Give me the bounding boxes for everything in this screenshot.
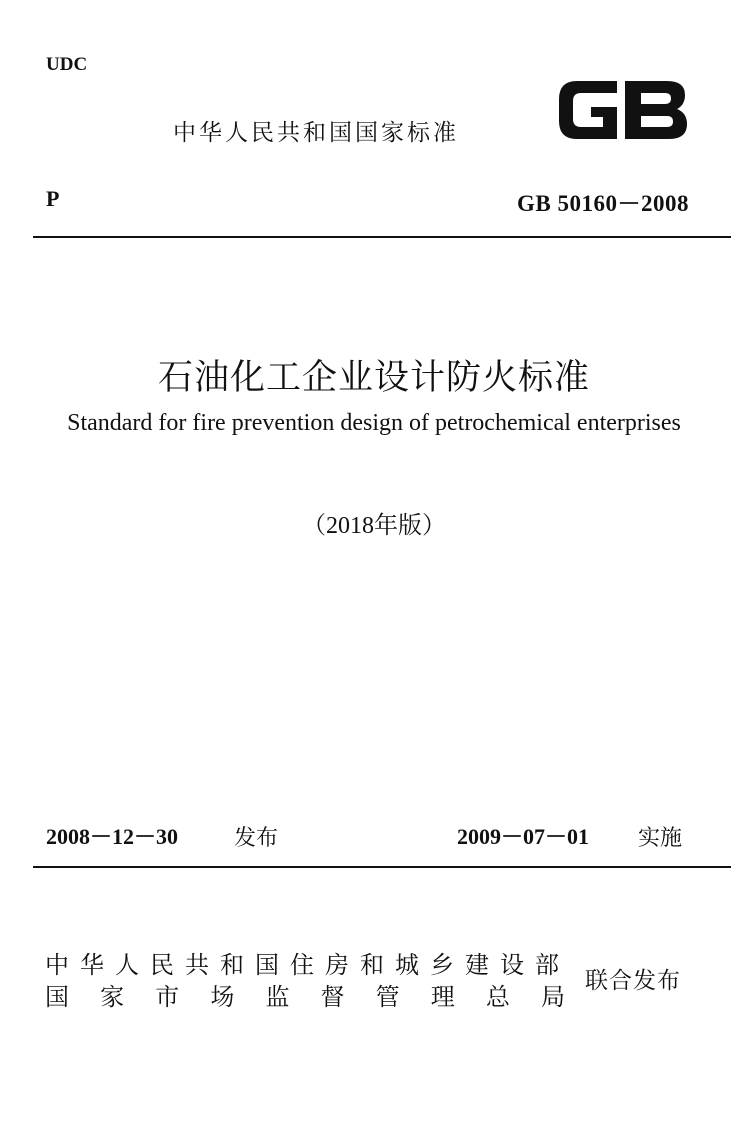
title-english: Standard for fire prevention design of petrochemical enterprises — [67, 410, 681, 436]
issuer-char: 局 — [540, 983, 565, 1011]
gb-logo — [555, 77, 690, 143]
issue-date: 2008－12－30 — [46, 824, 179, 849]
issue-label: 发布 — [234, 826, 279, 851]
issuer-char: 督 — [320, 983, 345, 1011]
issuer-char: 场 — [210, 983, 235, 1011]
classification-code: P — [46, 186, 60, 211]
implementation-label: 实施 — [638, 826, 683, 851]
issuer-administration — [45, 977, 565, 1012]
joint-issue-label: 联合发布 — [585, 968, 681, 994]
issuer-char: 家 — [100, 983, 125, 1011]
top-divider — [33, 236, 731, 238]
issuer-char: 理 — [430, 983, 455, 1011]
issuer-char: 监 — [265, 983, 290, 1011]
standard-number: GB 50160－2008 — [517, 191, 689, 216]
national-standard-heading: 中华人民共和国国家标准 — [173, 120, 459, 146]
issuer-char: 国 — [45, 983, 69, 1011]
issuer-char: 市 — [155, 983, 180, 1011]
udc-label: UDC — [46, 54, 88, 75]
bottom-divider — [33, 866, 731, 868]
title-chinese: 石油化工企业设计防火标准 — [157, 358, 590, 397]
implementation-date: 2009－07－01 — [457, 824, 590, 849]
issuer-ministry: 中华人民共和国住房和城乡建设部 — [45, 951, 570, 979]
edition-label: （2018年版） — [302, 513, 446, 539]
issuer-char: 管 — [375, 983, 400, 1011]
issuer-char: 总 — [485, 983, 510, 1011]
